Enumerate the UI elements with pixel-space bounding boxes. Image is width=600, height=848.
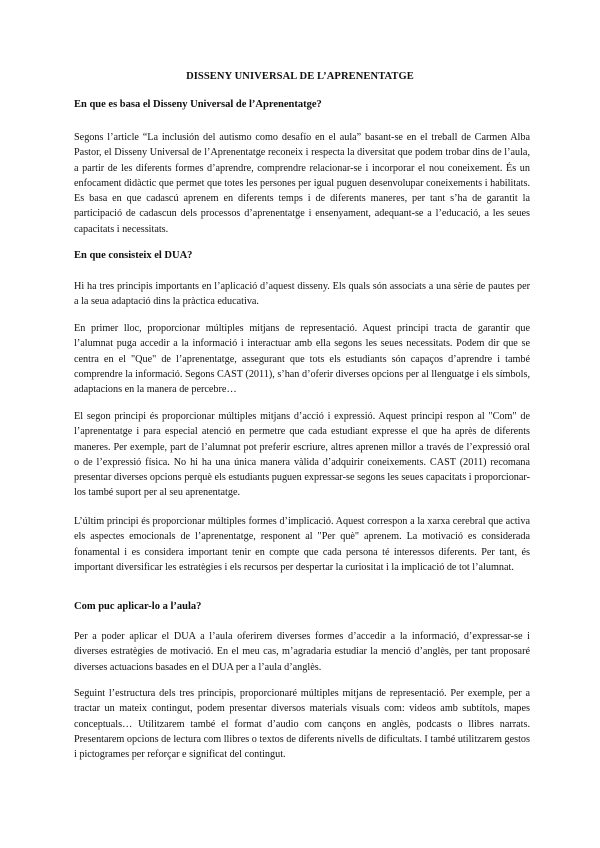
paragraph-principle-representation: En primer lloc, proporcionar múltiples mitjans de representació. Aquest principi tracta de garantir que l’alumnat puga accedir a la informació i interactuar amb ella segons les seues necessitats. Podem dir que se centra en el "Que" de l’aprenentatge, assegurant que tots els estudiants són capaços d’aprendre i també comprendre la informació. Segons CAST (2011), s’han d’oferir diverses opcions per al llenguatge i els símbols, adaptacions en la manera de percebre… [74,323,530,396]
paragraph-principle-action-expression: El segon principi és proporcionar múltiples mitjans d’acció i expressió. Aquest principi respon al "Com" de l’aprenentatge i para especial atenció en permetre que cada estudiant expresse el que ha après de diferents maneres. Per exemple, part de l’alumnat pot preferir escriure, altres aprenen millor a través de l’expressió oral o de l’expressió física. No hi ha una única manera vàlida d’adquirir coneixements. CAST (2011) recomana presentar diverses opcions perquè els estudiants puguen expressar-se segons les seues capacitats i proporcionar-los també suport per al seu aprenentatge. [74,411,530,499]
paragraph-principle-engagement: L’últim principi és proporcionar múltiples formes d’implicació. Aquest correspon a la xarxa cerebral que activa els aspectes emocionals de l’aprenentatge, responent al "Per què" aprenem. La motivació es considerada fonamental i es considera important tenir en compte que cada persona té interessos diferents. Per tant, és important diversificar les estratègies i els recursos per despertar la curiositat i la implicació de tot l’alumnat. [74,516,530,573]
paragraph-basis: Segons l’article “La inclusión del autismo como desafío en el aula” basant-se en el treball de Carmen Alba Pastor, el Disseny Universal de l’Aprenentatge reconeix i respecta la diversitat que podem trobar dins de l’aula, a partir de les diferents formes d’aprendre, comprendre relacionar-se i incorporar el nou coneixement. És un enfocament didàctic que permet que totes les persones per igual puguen desenvolupar coneixements i habilitats. Es basa en que cadascú aprenem en diferents temps i de diferents maneres, per tant s’ha de garantit la participació de cadascun dels processos d’aprenentatge i ensenyament, adequant-se a l’educació, a les seues capacitats i necessitats. [74,132,530,235]
section-heading-apply: Com puc aplicar-lo a l’aula? [74,601,202,612]
section-heading-basis: En que es basa el Disseny Universal de l’Aprenentatge? [74,99,322,110]
document-title: DISSENY UNIVERSAL DE L’APRENENTATGE [186,71,414,82]
paragraph-apply-representation: Seguint l’estructura dels tres principis, proporcionaré múltiples mitjans de representació. Per exemple, per a tractar un mateix contingut, podem presentar diversos materials visuals com: videos amb subtítols, mapes conceptuals… Utilitzarem també el format d’audio com cançons en anglès, podcasts o llibres narrats. Presentarem opcions de lectura com llibres o textos de diferents nivells de dificultats. I també utilitzarem gestos i pictogrames per reforçar e significat del contingut. [74,688,530,761]
section-heading-consists: En que consisteix el DUA? [74,250,193,261]
paragraph-principles-intro: Hi ha tres principis importants en l’aplicació d’aquest disseny. Els quals són associats a una sèrie de pautes per a la seua adaptació dins la pràctica educativa. [74,281,530,308]
paragraph-apply-intro: Per a poder aplicar el DUA a l’aula oferirem diverses formes d’accedir a la informació, d’expressar-se i diverses estratègies de motivació. En el meu cas, m’agradaria estudiar la menció d’anglès, per tant proposaré diverses actuacions basades en el DUA per a l’aula d’anglès. [74,631,530,673]
